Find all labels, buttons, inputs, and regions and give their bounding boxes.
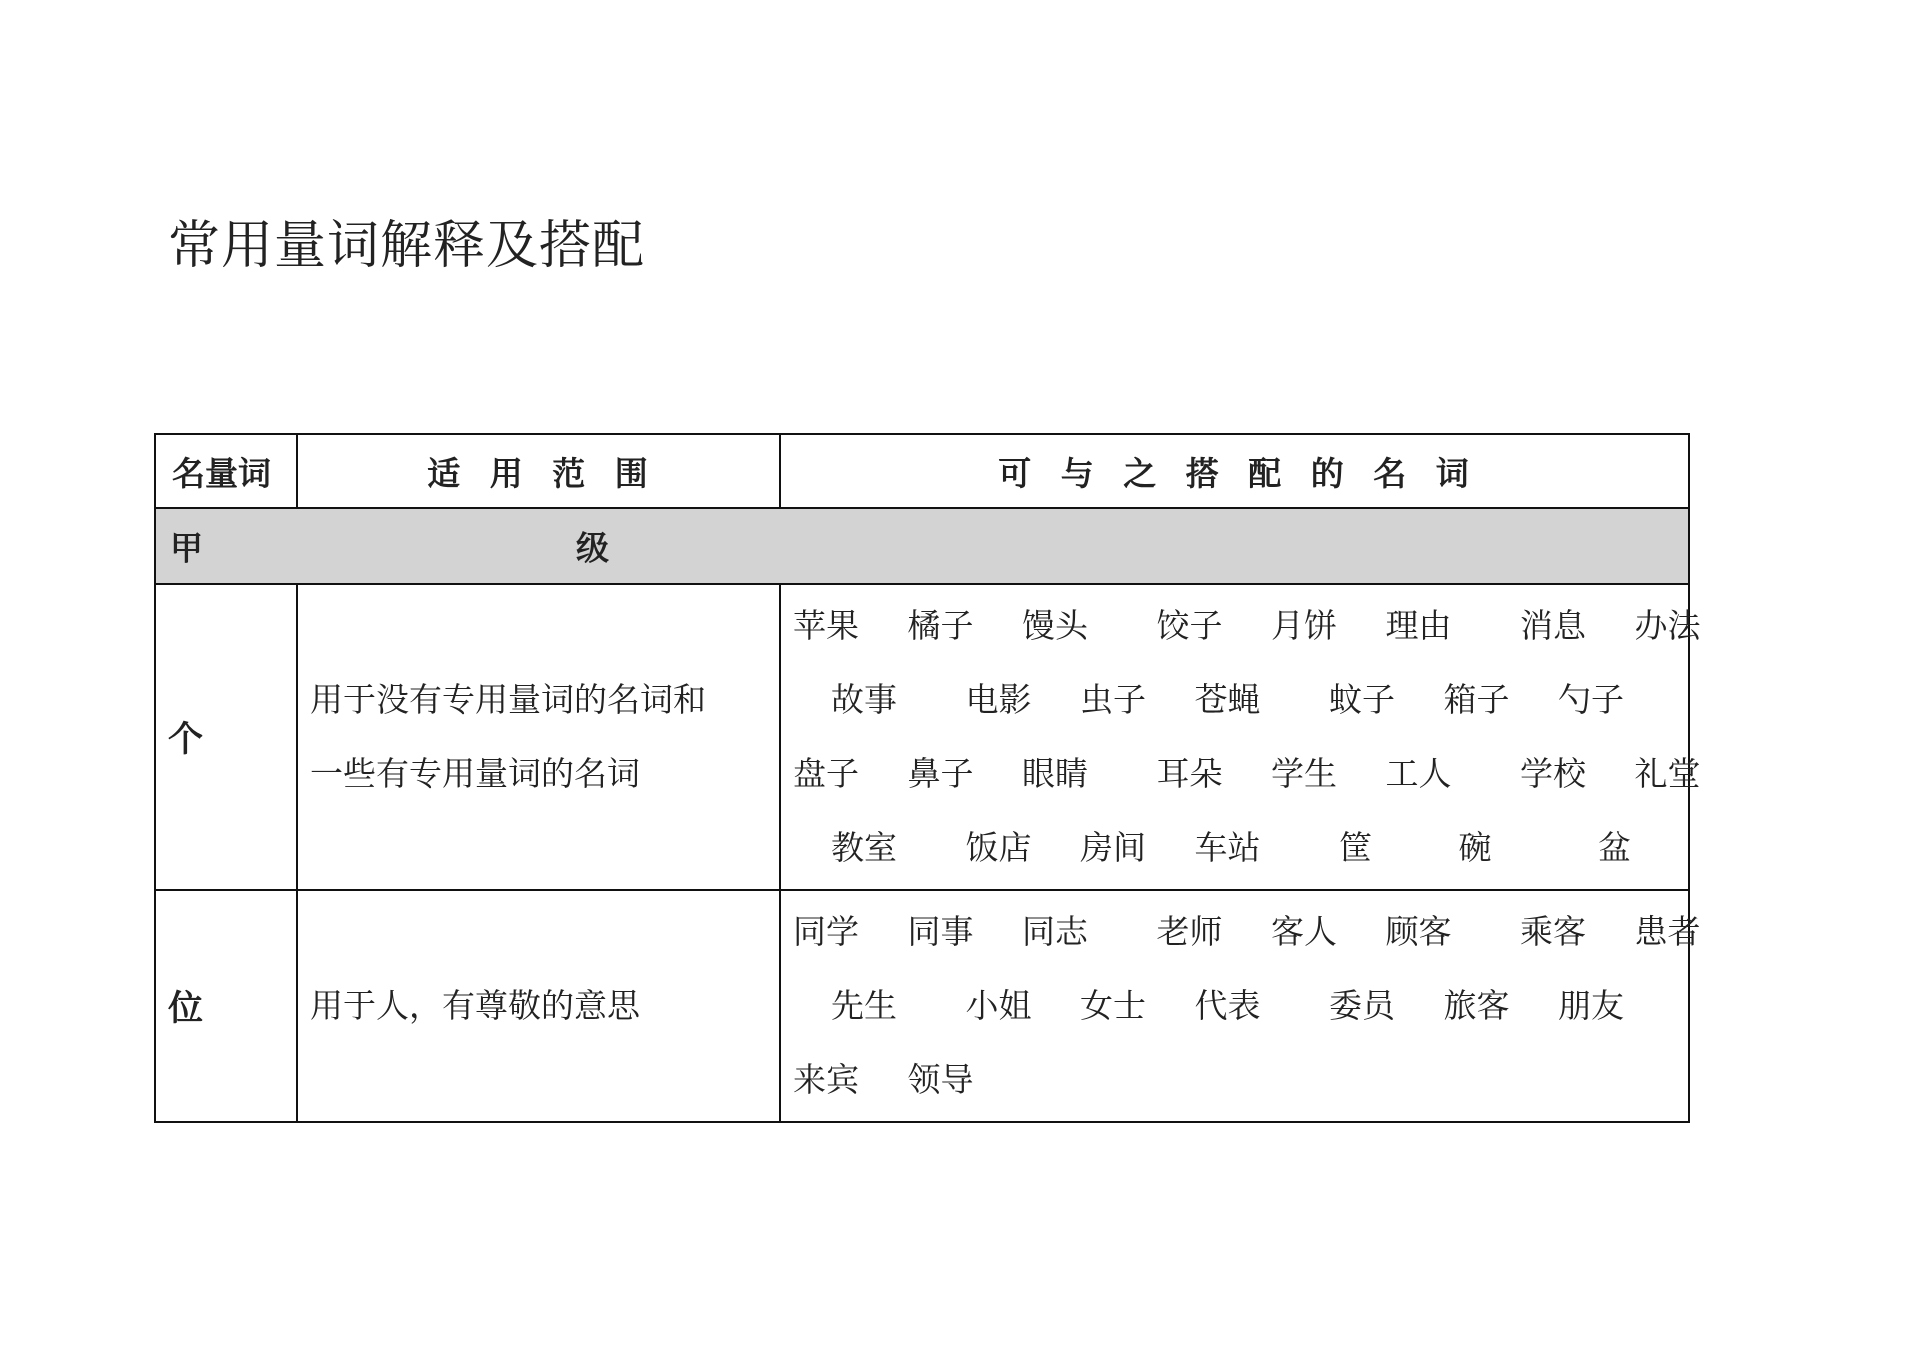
noun-item: 月饼 [1271,606,1337,645]
noun-item: 馒头 [1022,606,1088,645]
noun-item: 礼堂 [1634,754,1701,793]
noun-item: 委员 [1329,986,1395,1025]
noun-item: 眼睛 [1022,754,1088,793]
noun-item: 苍蝇 [1194,680,1261,719]
noun-item: 车站 [1194,828,1261,867]
level-label-left: 甲 [170,528,203,568]
header-nouns: 可 与 之 搭 配 的 名 词 [780,434,1689,508]
noun-item: 教室 [831,828,897,867]
scope-line: 用于没有专用量词的名词和 [310,680,706,719]
nouns-cell [780,890,1701,1122]
nouns-cell [780,584,1701,890]
noun-item: 女士 [1080,986,1146,1025]
noun-line [793,1043,1674,1117]
document-title: 常用量词解释及搭配 [168,216,646,276]
noun-item: 同志 [1022,912,1088,951]
measure-word-table [154,433,1701,1123]
noun-line [793,663,1674,737]
noun-item: 顾客 [1385,912,1452,951]
noun-item: 来宾 [793,1060,859,1099]
scope-cell [297,584,780,890]
noun-item: 房间 [1080,828,1146,867]
level-row [155,508,1689,584]
noun-item: 朋友 [1558,986,1624,1025]
noun-item: 鼻子 [907,754,974,793]
noun-item: 小姐 [965,986,1032,1025]
noun-item: 同事 [907,912,974,951]
noun-item: 耳朵 [1156,754,1223,793]
noun-line [793,969,1674,1043]
noun-item: 虫子 [1080,680,1146,719]
noun-item: 患者 [1634,912,1701,951]
level-cell [155,508,1689,584]
table-row [155,890,1689,1122]
noun-item: 先生 [831,986,897,1025]
scope-line: 用于人，有尊敬的意思 [310,986,640,1025]
noun-item: 筐 [1339,828,1372,867]
noun-item: 代表 [1194,986,1261,1025]
header-measure-word: 名量词 [155,434,297,508]
noun-item: 箱子 [1443,680,1510,719]
noun-item: 蚊子 [1329,680,1395,719]
table-header-row [155,434,1689,508]
noun-line [793,811,1674,885]
table-row [155,584,1689,890]
scope-cell [297,890,780,1122]
noun-line [793,589,1701,663]
noun-item: 苹果 [793,606,859,645]
noun-line [793,737,1701,811]
noun-item: 饭店 [965,828,1032,867]
noun-item: 电影 [965,680,1032,719]
noun-item: 乘客 [1520,912,1586,951]
noun-item: 办法 [1634,606,1701,645]
noun-item: 工人 [1385,754,1452,793]
noun-item: 饺子 [1156,606,1223,645]
noun-line [793,895,1701,969]
noun-item: 学生 [1271,754,1337,793]
noun-item: 理由 [1385,606,1452,645]
scope-line: 一些有专用量词的名词 [310,754,640,793]
measure-word-cell: 个 [155,584,297,890]
level-label-right: 级 [576,528,609,568]
noun-item: 领导 [907,1060,974,1099]
noun-item: 老师 [1156,912,1223,951]
noun-item: 盆 [1598,828,1631,867]
noun-item: 碗 [1458,828,1492,867]
noun-item: 橘子 [907,606,974,645]
noun-item: 盘子 [793,754,859,793]
noun-item: 客人 [1271,912,1337,951]
noun-item: 学校 [1520,754,1586,793]
noun-item: 勺子 [1558,680,1624,719]
noun-item: 故事 [831,680,897,719]
noun-item: 消息 [1520,606,1586,645]
header-scope: 适 用 范 围 [297,434,780,508]
noun-item: 旅客 [1443,986,1510,1025]
measure-word-cell: 位 [155,890,297,1122]
noun-item: 同学 [793,912,859,951]
